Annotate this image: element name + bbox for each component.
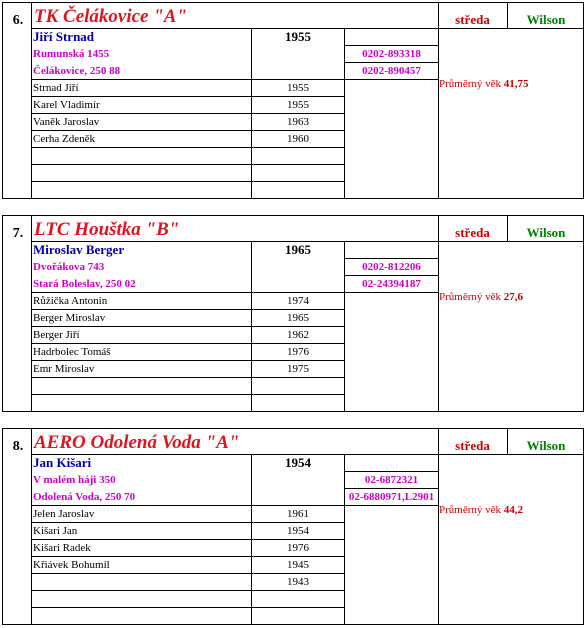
grid-line-v <box>31 428 32 624</box>
captain-name: Jan Kišari <box>33 455 92 470</box>
player-name: Vaněk Jaroslav <box>33 116 100 128</box>
grid-line-h <box>31 505 344 506</box>
grid-line-h <box>344 292 438 293</box>
phone-number: 0202-812206 <box>362 261 421 273</box>
captain-name: Jiří Strnad <box>33 29 95 44</box>
player-name: Růžička Antonín <box>33 295 108 307</box>
grid-line-h <box>344 62 438 63</box>
average-age-label: Průměrný věk <box>439 291 502 303</box>
grid-line-h <box>31 539 344 540</box>
player-year: 1975 <box>287 363 309 375</box>
player-year: 1962 <box>287 329 309 341</box>
average-age-label: Průměrný věk <box>439 504 502 516</box>
player-year: 1976 <box>287 542 309 554</box>
grid-line-v <box>438 2 439 198</box>
phone-number: 0202-890457 <box>362 65 421 77</box>
grid-line-h <box>31 590 344 591</box>
grid-line-h <box>31 360 344 361</box>
grid-line-v <box>2 428 3 624</box>
phone-number: 02-6872321 <box>364 474 419 486</box>
address-line: Rumunská 1455 <box>33 48 110 60</box>
team-block <box>2 215 584 415</box>
address-line: Stará Boleslav, 250 02 <box>33 278 136 290</box>
grid-line-h <box>31 343 344 344</box>
player-name: Emr Miroslav <box>33 363 95 375</box>
player-name: Kišari Jan <box>33 525 78 537</box>
grid-line-h <box>31 181 344 182</box>
player-year: 1974 <box>287 295 309 307</box>
grid-line-h <box>344 471 438 472</box>
player-name: Cerha Zdeněk <box>33 133 95 145</box>
captain-year: 1965 <box>285 242 311 257</box>
grid-line-v <box>583 2 584 198</box>
grid-line-v <box>2 2 3 198</box>
player-name: Hadrbolec Tomáš <box>33 346 111 358</box>
grid-line-h <box>31 113 344 114</box>
club-name: AERO Odolená Voda "A" <box>34 432 240 453</box>
grid-line-h <box>2 624 584 625</box>
address-line: Odolená Voda, 250 70 <box>33 491 136 503</box>
grid-line-h <box>31 164 344 165</box>
team-block <box>2 428 584 628</box>
phone-number: 02-6880971,L2901 <box>348 491 435 503</box>
team-number: 6. <box>12 13 24 28</box>
player-year: 1943 <box>287 576 309 588</box>
average-age-label: Průměrný věk <box>439 78 502 90</box>
ball-brand: Wilson <box>526 12 566 27</box>
grid-line-h <box>344 258 438 259</box>
average-age <box>439 79 529 90</box>
grid-line-v <box>438 215 439 411</box>
average-age <box>439 292 523 303</box>
grid-line-h <box>31 326 344 327</box>
address-line: Dvořákova 743 <box>33 261 105 273</box>
player-year: 1955 <box>287 82 309 94</box>
captain-name: Miroslav Berger <box>33 242 125 257</box>
player-year: 1976 <box>287 346 309 358</box>
grid-line-h <box>2 198 584 199</box>
grid-line-h <box>344 45 438 46</box>
average-age <box>439 505 523 516</box>
team-number: 8. <box>12 439 24 454</box>
grid-line-h <box>344 79 438 80</box>
player-year: 1945 <box>287 559 309 571</box>
grid-line-h <box>31 573 344 574</box>
grid-line-v <box>2 215 3 411</box>
grid-line-v <box>438 428 439 624</box>
player-year: 1963 <box>287 116 309 128</box>
address-line: V malém háji 350 <box>33 474 116 486</box>
ball-brand: Wilson <box>526 438 566 453</box>
grid-line-h <box>31 309 344 310</box>
match-day: středa <box>455 12 490 27</box>
player-name: Kišari Radek <box>33 542 91 554</box>
grid-line-h <box>31 522 344 523</box>
team-block <box>2 2 584 202</box>
captain-year: 1954 <box>285 455 311 470</box>
captain-year: 1955 <box>285 29 311 44</box>
player-name: Berger Miroslav <box>33 312 106 324</box>
grid-line-h <box>31 96 344 97</box>
address-line: Čelákovice, 250 88 <box>33 65 121 77</box>
grid-line-h <box>31 130 344 131</box>
player-year: 1960 <box>287 133 309 145</box>
player-name: Křiávek Bohumil <box>33 559 110 571</box>
grid-line-h <box>2 428 584 429</box>
grid-line-h <box>31 377 344 378</box>
club-name: TK Čelákovice "A" <box>34 6 188 27</box>
average-age-value: 27,6 <box>503 291 524 303</box>
grid-line-v <box>31 215 32 411</box>
grid-line-h <box>31 292 344 293</box>
match-day: středa <box>455 225 490 240</box>
grid-line-h <box>2 215 584 216</box>
phone-number: 02-24394187 <box>362 278 421 290</box>
grid-line-h <box>31 147 344 148</box>
player-name: Jelen Jaroslav <box>33 508 95 520</box>
grid-line-v <box>583 215 584 411</box>
player-year: 1961 <box>287 508 309 520</box>
grid-line-v <box>583 428 584 624</box>
ball-brand: Wilson <box>526 225 566 240</box>
player-year: 1965 <box>287 312 309 324</box>
player-name: Strnad Jiří <box>33 82 79 94</box>
grid-line-h <box>2 2 584 3</box>
grid-line-h <box>31 556 344 557</box>
player-year: 1954 <box>287 525 309 537</box>
grid-line-h <box>31 394 344 395</box>
average-age-value: 44,2 <box>503 504 524 516</box>
team-number: 7. <box>12 226 24 241</box>
average-age-value: 41,75 <box>503 78 529 90</box>
club-name: LTC Houštka "B" <box>34 219 180 240</box>
grid-line-h <box>344 275 438 276</box>
grid-line-h <box>344 488 438 489</box>
grid-line-h <box>31 79 344 80</box>
grid-line-h <box>344 505 438 506</box>
grid-line-h <box>2 411 584 412</box>
player-year: 1955 <box>287 99 309 111</box>
grid-line-h <box>31 607 344 608</box>
match-day: středa <box>455 438 490 453</box>
phone-number: 0202-893318 <box>362 48 421 60</box>
player-name: Berger Jiří <box>33 329 80 341</box>
grid-line-v <box>31 2 32 198</box>
player-name: Karel Vladimír <box>33 99 100 111</box>
